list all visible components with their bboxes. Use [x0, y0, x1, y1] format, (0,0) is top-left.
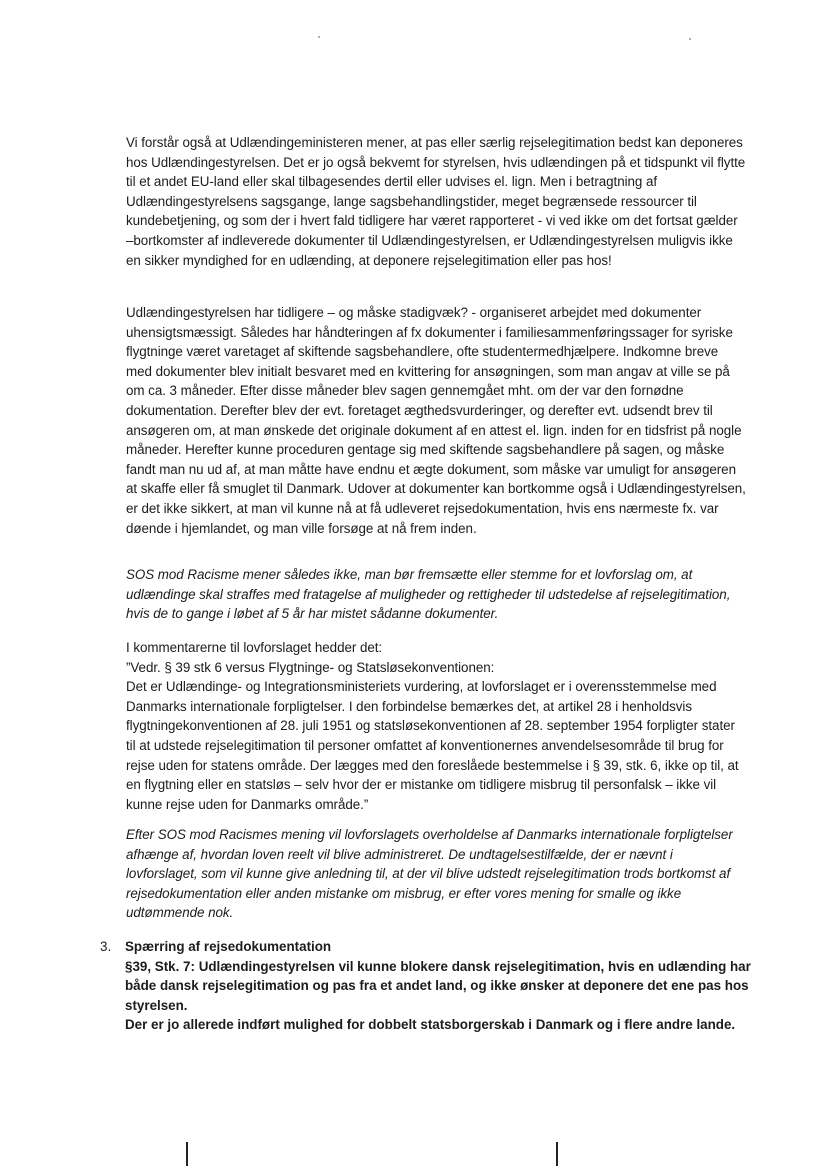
section-note: Der er jo allerede indført mulighed for dobbelt statsborgerskab i Danmark og i flere andre lande. — [125, 1017, 736, 1033]
paragraph-text: SOS mod Racisme mener således ikke, man bør fremsætte eller stemme for et lovforslag om, at udlændinge skal straffes med fratagelse af muligheder og rettigheder til udstedelse af rejselegitimation, hvis de to gange i løbet af 5 år har mistet sådanne dokumenter. — [126, 567, 731, 622]
section-heading: Spærring af rejsedokumentation — [125, 939, 332, 954]
paragraph-deponering — [126, 133, 746, 270]
paragraph-text: Vi forstår også at Udlændingeministeren mener, at pas eller særlig rejselegitimation bedst kan deponeres hos Udlændingestyrelsen. Det er jo også bekvemt for styrelsen, hvis udlændingen på et tidspunkt vil flytte til et andet EU-land eller skal tilbagesendes dertil eller udvises el. lign. Men i betragtning af Udlændingestyrelsens sagsgange, lange sagsbehandlingstider, meget begrænsede ressourcer til kundebetjening, og som der i hvert fald tidligere har været rapporteret - vi ved ikke om det fortsat gælder –bortkomster af indleverede dokumenter til Udlændingestyrelsen, er Udlændingestyrelsen muligvis ikke en sikker myndighed for en udlænding, at deponere rejselegitimation eller pas hos! — [126, 135, 746, 268]
paragraph-text: Efter SOS mod Racismes mening vil lovforslagets overholdelse af Danmarks internationale forpligtelser afhænge af, hvordan loven reelt vil blive administreret. De undtagelsestilfælde, der er nævnt i lovforslaget, som vil kunne give anledning til, at der vil blive udstedt rejselegitimation trods bortkomst af rejsedokumentation eller anden mistanke om misbrug, er efter vores mening for smalle og ikke udtømmende nok. — [126, 827, 733, 921]
paragraph-sos-mening — [126, 565, 746, 624]
section-paragraph: §39, Stk. 7: Udlændingestyrelsen vil kunne blokere dansk rejselegitimation, hvis en udlænding har både dansk rejselegitimation og pas fra et andet land, og ikke ønsker at deponere det ene pas hos styrelsen. — [125, 958, 751, 1013]
paragraph-udlaendingestyrelsen — [126, 303, 746, 538]
quote-title: ”Vedr. § 39 stk 6 versus Flygtninge- og Statsløsekonventionen: — [126, 659, 495, 675]
scan-edge-mark — [186, 1142, 188, 1166]
paragraph-sos-forpligtelser — [126, 825, 746, 923]
scan-speck — [689, 38, 691, 40]
quote-intro: I kommentarerne til lovforslaget hedder det: — [126, 640, 383, 655]
paragraph-kommentarer — [126, 638, 746, 814]
scan-edge-mark — [556, 1142, 558, 1166]
scan-speck — [318, 36, 320, 38]
paragraph-text: Udlændingestyrelsen har tidligere – og måske stadigvæk? - organiseret arbejdet med dokumenter uhensigtsmæssigt. Således har håndteringen af fx dokumenter i familiesammenføringssager for syriske flygtninge været varetaget af skiftende sagsbehandlere, ofte studentermedhjælpere. Indkomne breve med dokumenter blev initialt besvaret med en kvittering for ansøgningen, som man angav at ville se på om ca. 3 måneder. Efter disse måneder blev sagen gennemgået mht. om der var den fornødne dokumentation. Derefter blev der evt. foretaget ægthedsvurderinger, og derefter evt. udsendt brev til ansøgeren om, at man ønskede det originale dokument af en attest el. lign. inden for en tidsfrist på nogle måneder. Herefter kunne proceduren gentage sig med skiftende sagsbehandlere på sagen, og måske fandt man nu ud af, at man måtte have endnu et ægte dokument, som måske var umuligt for ansøgeren at skaffe eller få smuglet til Danmark. Udover at dokumenter kan bortkomme også i Udlændingestyrelsen, er det ikke sikkert, at man vil kunne nå at få udleveret rejsedokumentation, hvis ens nærmeste fx. var døende i hjemlandet, og man ville forsøge at nå frem inden. — [126, 305, 746, 536]
section-number: 3. — [100, 939, 112, 954]
quote-body: Det er Udlændinge- og Integrationsministeriets vurdering, at lovforslaget er i overensstemmelse med Danmarks internationale forpligtelser. I den forbindelse bemærkes det, at artikel 28 i henholdsvis flygtningekonventionen af 28. juli 1951 og statsløsekonventionen af 28. september 1954 forpligter stater til at udstede rejselegitimation til personer omfattet af konventionernes anvendelsesområde til brug for rejse uden for statens område. Der lægges med den foreslåede bestemmelse i § 39, stk. 6, ikke op til, at en flygtning eller en statsløs – selv hvor der er mistanke om tidligere misbrug til personfalsk – ikke vil kunne rejse uden for Danmarks område.” — [126, 679, 739, 812]
section-body — [125, 937, 755, 1035]
